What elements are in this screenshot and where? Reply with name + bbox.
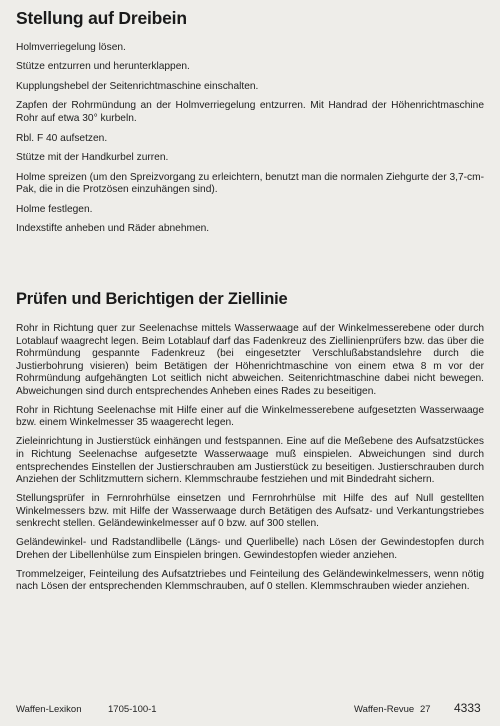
footer-journal-title: Waffen-Revue <box>354 704 415 715</box>
paragraph: Rohr in Richtung Seelenachse mit Hilfe einer auf die Winkelmesserebene aufgesetzten Wasserwaage bzw. einem Winkelmesser 35 waagerecht legen. <box>16 404 484 429</box>
footer-issue: 27 <box>420 704 431 715</box>
paragraph: Zieleinrichtung in Justierstück einhängen und festspannen. Eine auf die Meßebene des Aufsatzstückes in Richtung Seelenachse aufgesetzte Wasserwaage muß einspielen. Abweichungen sind durch entsprechendes Einstellen der Justierschrauben am Justierstück zu beseitigen. Justierschrauben durch Anziehen der Schlitzmuttern sichern. Klemmschraube festziehen und mit Bindedraht sichern. <box>16 436 484 486</box>
paragraph: Holme spreizen (um den Spreizvorgang zu erleichtern, benutzt man die normalen Ziehgurte der 3,7-cm-Pak, die in die Protzösen einzuhängen sind). <box>16 171 484 196</box>
section-ziellinie-steps <box>16 323 484 600</box>
paragraph: Stellungsprüfer in Fernrohrhülse einsetzen und Fernrohrhülse mit Hilfe des auf Null gestellten Winkelmessers bzw. mit Hilfe der Wasserwaage durch Betätigen des Aufsatz- und Verkantungstriebes senkrecht stellen. Geländewinkelmesser auf 0 bzw. auf 300 stellen. <box>16 493 484 530</box>
paragraph: Geländewinkel- und Radstandlibelle (Längs- und Querlibelle) nach Lösen der Gewindestopfen durch Drehen der Libellenhülse zum Einspielen bringen. Gewindestopfen wieder anziehen. <box>16 537 484 561</box>
paragraph: Stütze entzurren und herunterklappen. <box>16 61 190 73</box>
footer-code: 1705-100-1 <box>108 704 157 715</box>
paragraph: Rbl. F 40 aufsetzen. <box>16 132 108 144</box>
section-title-dreibein: Stellung auf Dreibein <box>16 8 187 28</box>
footer-publication-title: Waffen-Lexikon <box>16 704 82 715</box>
paragraph: Stütze mit der Handkurbel zurren. <box>16 152 169 164</box>
page-footer <box>16 701 484 717</box>
paragraph: Rohr in Richtung quer zur Seelenachse mittels Wasserwaage auf der Winkelmesserebene oder durch Lotablauf waagrecht legen. Beim Lotablauf darf das Fadenkreuz des Ziellinienprüfers bzw. das über die Rohrmündung gespannte Fadenkreuz (bei eingesetzter Verschlußabstandslehre durch die Justierbohrung visieren) beim Betätigen der Höhenrichtmaschine von einem etwa 8 m vor der Rohrmündung aufgehängten Lot seitlich nicht abweichen. Seitenrichtmaschine dabei nicht bewegen. Abweichungen sind durch entsprechendes Anheben eines Rades zu beseitigen. <box>16 323 484 397</box>
paragraph: Trommelzeiger, Feinteilung des Aufsatztriebes und Feinteilung des Geländewinkelmessers, wenn nötig nach Lösen der entsprechenden Klemmschrauben, auf 0 stellen. Klemmschrauben wieder anziehen. <box>16 568 484 593</box>
paragraph: Indexstifte anheben und Räder abnehmen. <box>16 223 210 235</box>
paragraph: Holme festlegen. <box>16 203 93 215</box>
section-dreibein-steps <box>16 42 484 243</box>
section-title-ziellinie: Prüfen und Berichtigen der Ziellinie <box>16 290 288 308</box>
paragraph: Holmverriegelung lösen. <box>16 42 126 53</box>
paragraph: Zapfen der Rohrmündung an der Holmverriegelung entzurren. Mit Handrad der Höhenrichtmaschine Rohr auf etwa 30° kurbeln. <box>16 100 484 125</box>
page-number: 4333 <box>454 701 481 715</box>
paragraph: Kupplungshebel der Seitenrichtmaschine einschalten. <box>16 80 259 92</box>
